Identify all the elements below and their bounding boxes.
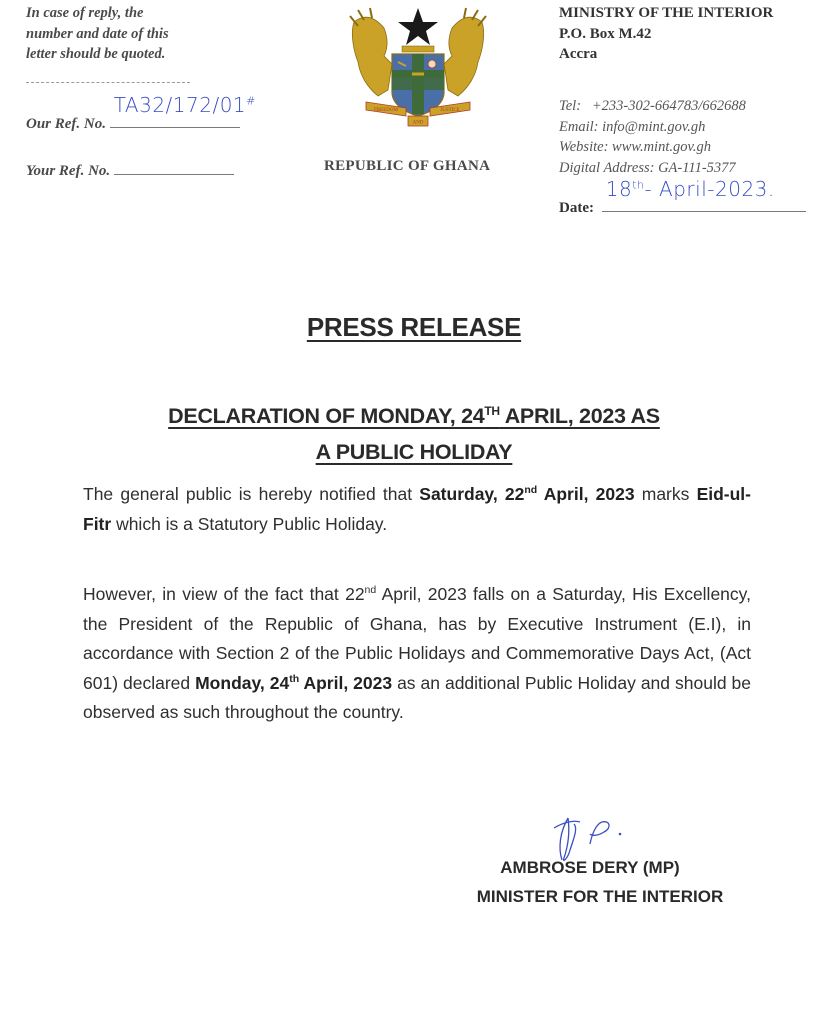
date-rest: - April-2023. — [644, 177, 775, 201]
our-ref-field — [110, 93, 256, 128]
republic-label: REPUBLIC OF GHANA — [324, 158, 491, 174]
signatory-title: MINISTER FOR THE INTERIOR — [476, 887, 724, 906]
bold-date: April, 2023 — [299, 672, 393, 693]
text: which is a Statutory Public Holiday. — [111, 513, 388, 534]
date-field — [602, 177, 806, 212]
text: The general public is hereby notified that — [83, 484, 420, 504]
text: marks — [634, 484, 697, 504]
svg-text:JUSTICE: JUSTICE — [440, 108, 460, 113]
date-label: Date: — [559, 200, 594, 216]
declaration-line-2: A PUBLIC HOLIDAY — [315, 440, 513, 465]
reply-note-line: number and date of this — [26, 25, 169, 42]
ghana-coat-of-arms-icon — [344, 4, 492, 132]
svg-text:FREEDOM: FREEDOM — [374, 108, 398, 113]
sup: nd — [364, 584, 377, 597]
bold-date: Monday, 24 — [195, 672, 290, 693]
declaration-text: DECLARATION OF MONDAY, 24 — [168, 404, 485, 429]
reply-note — [26, 3, 286, 65]
svg-text:AND: AND — [412, 120, 424, 126]
page-title: PRESS RELEASE — [306, 312, 522, 342]
date-day: 18 — [605, 177, 633, 201]
our-ref-handwritten — [114, 93, 256, 117]
paragraph-declaration — [83, 580, 751, 728]
bold-holiday: Eid-ul-Fitr — [83, 484, 751, 534]
declaration-heading — [0, 393, 828, 470]
sup: nd — [524, 484, 538, 497]
declaration-sup: TH — [484, 404, 500, 418]
ministry-name: MINISTRY OF THE INTERIOR — [559, 5, 774, 21]
your-ref-label: Your Ref. No. — [26, 163, 111, 179]
your-ref-row — [26, 160, 234, 180]
our-ref-label: Our Ref. No. — [26, 116, 107, 132]
paragraph-notice — [83, 480, 751, 539]
reply-note-line: In case of reply, the — [26, 5, 144, 21]
ministry-address-block — [559, 3, 824, 216]
bold-date: April, 2023 — [537, 484, 635, 504]
reply-note-line: letter should be quoted. — [26, 46, 166, 62]
divider — [26, 82, 190, 83]
your-ref-field — [114, 160, 234, 175]
city: Accra — [559, 46, 598, 62]
signatory-name: AMBROSE DERY (MP) — [500, 858, 680, 877]
digital-address: Digital Address: GA-111-5377 — [559, 159, 736, 176]
text: April, 2023 falls on a Saturday, His Excellency, the President of the Republic of Ghana, has by Executive Instrument (E.I), in accordance with Section 2 of the Public Holidays and Commemorative Days Act, (Act 601) declared — [83, 584, 751, 693]
bold-date: Saturday, 22 — [419, 484, 525, 504]
telephone: Tel: +233-302-664783/662688 — [559, 98, 746, 114]
declaration-line-1 — [0, 393, 828, 434]
our-ref-row — [26, 93, 256, 133]
website: Website: www.mint.gov.gh — [559, 139, 711, 155]
our-ref-value: TA32/172/01 — [113, 93, 247, 117]
our-ref-suffix: # — [246, 94, 256, 108]
text: However, in view of the fact that 22 — [83, 584, 365, 604]
po-box: P.O. Box M.42 — [559, 25, 652, 42]
date-sup: th — [632, 178, 645, 192]
reference-block — [26, 3, 286, 179]
date-handwritten — [606, 177, 775, 201]
contact-info — [559, 96, 746, 178]
declaration-text: APRIL, 2023 AS — [499, 404, 660, 429]
ministry-address — [559, 3, 824, 65]
sup: th — [289, 672, 300, 685]
date-row — [559, 177, 806, 217]
email: Email: info@mint.gov.gh — [559, 118, 706, 135]
text: as an additional Public Holiday and should be observed as such throughout the country. — [83, 672, 751, 722]
